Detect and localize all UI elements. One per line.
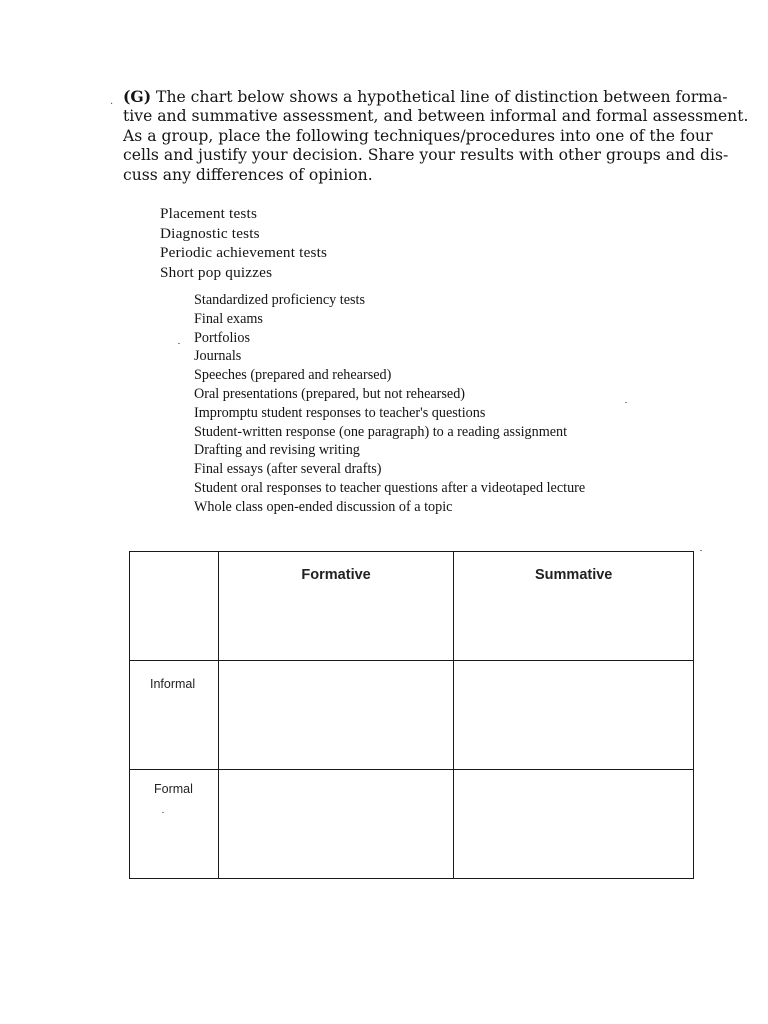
- instruction-line: cuss any differences of opinion.: [123, 165, 373, 184]
- instruction-line: tive and summative assessment, and between informal and formal assessment.: [123, 107, 749, 126]
- list-item: Standardized proficiency tests: [194, 292, 365, 308]
- row-header-cell: [130, 661, 219, 770]
- list-item: Diagnostic tests: [160, 224, 260, 242]
- chart-cell-formal-summative: [454, 770, 694, 879]
- exercise-instructions: [123, 87, 749, 185]
- row-header-formal: Formal: [154, 782, 193, 796]
- list-item: Final exams: [194, 310, 263, 327]
- scan-speck: [162, 812, 164, 813]
- chart-cell-formal-formative: [218, 770, 454, 879]
- technique-list-secondary: [194, 291, 585, 517]
- list-item: Speeches (prepared and rehearsed): [194, 367, 392, 384]
- chart-cell-informal-formative: [218, 661, 454, 770]
- margin-mark: ·: [110, 99, 114, 110]
- row-header-informal: Informal: [150, 677, 196, 691]
- list-item: Whole class open-ended discussion of a topic: [194, 498, 453, 515]
- chart-header-cell: [218, 552, 454, 661]
- column-header-summative: Summative: [535, 567, 613, 583]
- list-item: Impromptu student responses to teacher's questions: [194, 404, 486, 421]
- list-item: Student-written response (one paragraph) to a reading assignment: [194, 423, 568, 440]
- column-header-formative: Formative: [301, 567, 371, 583]
- instruction-line: As a group, place the following techniques/procedures into one of the four: [123, 126, 713, 145]
- chart-header-cell: [454, 552, 694, 661]
- list-item: Journals: [194, 348, 242, 365]
- instruction-line: cells and justify your decision. Share your results with other groups and dis-: [123, 146, 729, 165]
- list-item: Drafting and revising writing: [194, 442, 360, 459]
- list-item: Oral presentations (prepared, but not rehearsed): [194, 385, 466, 402]
- assessment-chart: [129, 551, 694, 879]
- list-item: Short pop quizzes: [160, 263, 273, 281]
- chart-row-informal: [130, 661, 694, 770]
- list-item: Portfolios: [194, 329, 250, 346]
- list-item: Placement tests: [160, 205, 258, 222]
- scan-speck: [625, 402, 627, 403]
- list-item: Final essays (after several drafts): [194, 461, 382, 478]
- scan-speck: [700, 550, 702, 551]
- exercise-label: (G): [123, 87, 152, 106]
- chart-header-row: [130, 552, 694, 661]
- chart-cell-informal-summative: [454, 661, 694, 770]
- chart-corner-cell: [130, 552, 219, 661]
- instruction-line: (G) The chart below shows a hypothetical line of distinction between forma-: [123, 87, 728, 106]
- row-header-cell: [130, 770, 219, 879]
- list-item: Periodic achievement tests: [160, 244, 328, 262]
- scan-speck: [178, 343, 180, 344]
- chart-row-formal: [130, 770, 694, 879]
- technique-list-primary: [160, 204, 327, 282]
- list-item: Student oral responses to teacher questions after a videotaped lecture: [194, 479, 586, 496]
